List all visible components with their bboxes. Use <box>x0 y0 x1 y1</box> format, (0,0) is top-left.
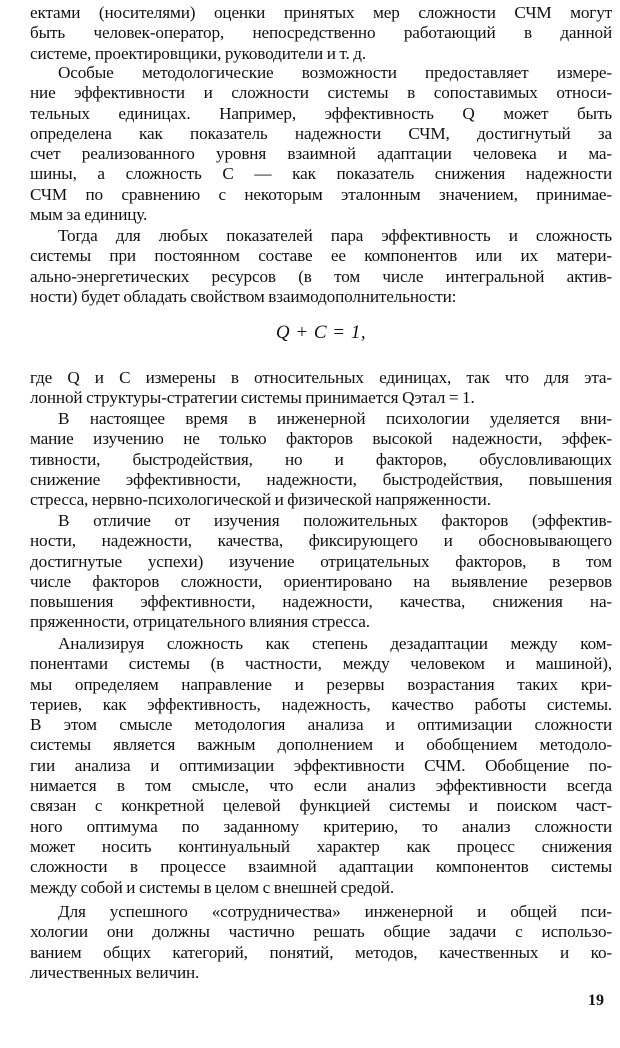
paragraph-5 <box>30 409 612 510</box>
text-line: где Q и C измерены в относительных единицах, так что для эта- <box>30 368 612 387</box>
text-line: Тогда для любых показателей пара эффективность и сложность <box>58 226 612 245</box>
text-line: системы является важным дополнением и обобщением методоло- <box>30 735 612 755</box>
text-line: достигнутые успехи) изучение отрицательных факторов, в том <box>30 551 612 571</box>
text-line: повышения эффективности, надежности, качества, снижения на- <box>30 592 612 612</box>
text-line: тивности, быстродействия, но и факторов, обусловливающих <box>30 449 612 469</box>
text-line: счет реализованного уровня взаимной адаптации человека и ма- <box>30 144 612 164</box>
paragraph-1 <box>30 3 612 64</box>
text-line: ектами (носителями) оценки принятых мер сложности СЧМ могут <box>30 3 612 22</box>
formula: Q + C = 1, <box>275 322 367 343</box>
text-line: тельных единицах. Например, эффективность Q может быть <box>30 103 612 123</box>
paragraph-7 <box>30 634 612 898</box>
document-page <box>30 0 612 1048</box>
text-line: Для успешного «сотрудничества» инженерной и общей пси- <box>58 902 612 921</box>
text-line: пряженности, отрицательного влияния стресса. <box>30 612 370 632</box>
text-line: Особые методологические возможности предоставляет измере- <box>58 63 612 82</box>
text-line: В отличие от изучения положительных факторов (эффектив- <box>58 511 612 530</box>
text-line: между собой и системы в целом с внешней средой. <box>30 877 394 897</box>
text-line: В этом смысле методология анализа и оптимизации сложности <box>30 715 612 735</box>
text-line: В настоящее время в инженерной психологии уделяется вни- <box>58 409 612 428</box>
text-line: личественных величин. <box>30 962 200 982</box>
text-line: ние эффективности и сложности системы в сопоставимых относи- <box>30 83 612 103</box>
text-line: ности, надежности, качества, фиксирующего и обосновывающего <box>30 531 612 551</box>
paragraph-8 <box>30 902 612 983</box>
paragraph-2 <box>30 63 612 225</box>
text-line: системы при постоянном составе ее компонентов или их матери- <box>30 246 612 266</box>
text-line: ности) будет обладать свойством взаимодополнительности: <box>30 286 457 306</box>
text-line: определена как показатель надежности СЧМ, достигнутый за <box>30 123 612 143</box>
text-line: сложности в процессе взаимной адаптации компонентов системы <box>30 857 612 877</box>
text-line: Анализируя сложность как степень дезадаптации между ком- <box>58 634 612 653</box>
paragraph-4 <box>30 368 612 409</box>
text-line: мание изучению не только факторов высокой надежности, эффек- <box>30 429 612 449</box>
text-line: СЧМ по сравнению с некоторым эталонным значением, принимае- <box>30 184 612 204</box>
text-line: числе факторов сложности, ориентировано на выявление резервов <box>30 571 612 591</box>
text-line: териев, как эффективность, надежность, качество работы системы. <box>30 694 612 714</box>
text-line: шины, а сложность C — как показатель снижения надежности <box>30 164 612 184</box>
text-line: ально-энергетических ресурсов (в том числе интегральной актив- <box>30 266 612 286</box>
text-line: мы определяем направление и резервы возрастания таких кри- <box>30 674 612 694</box>
paragraph-6 <box>30 511 612 633</box>
text-line: ного оптимума по заданному критерию, то анализ сложности <box>30 816 612 836</box>
text-line: нимается в том смысле, что если анализ эффективности всегда <box>30 776 612 796</box>
text-line: системе, проектировщики, руководители и т. д. <box>30 43 367 63</box>
text-line: гии анализа и оптимизации эффективности СЧМ. Обобщение по- <box>30 755 612 775</box>
text-line: может носить континуальный характер как процесс снижения <box>30 836 612 856</box>
text-line: стресса, нервно-психологической и физической напряженности. <box>30 490 491 510</box>
paragraph-3 <box>30 226 612 307</box>
text-line: быть человек-оператор, непосредственно работающий в данной <box>30 23 612 43</box>
text-line: мым за единицу. <box>30 205 148 225</box>
text-line: лонной структуры-стратегии системы принимается Qэтал = 1. <box>30 388 475 408</box>
page-number: 19 <box>588 992 604 1009</box>
text-line: ванием общих категорий, понятий, методов, качественных и ко- <box>30 942 612 962</box>
text-line: хологии они должны частично решать общие задачи с использо- <box>30 922 612 942</box>
text-line: понентами системы (в частности, между человеком и машиной), <box>30 654 612 674</box>
text-line: снижение эффективности, надежности, быстродействия, повышения <box>30 469 612 489</box>
text-line: связан с конкретной целевой функцией системы и поиском част- <box>30 796 612 816</box>
